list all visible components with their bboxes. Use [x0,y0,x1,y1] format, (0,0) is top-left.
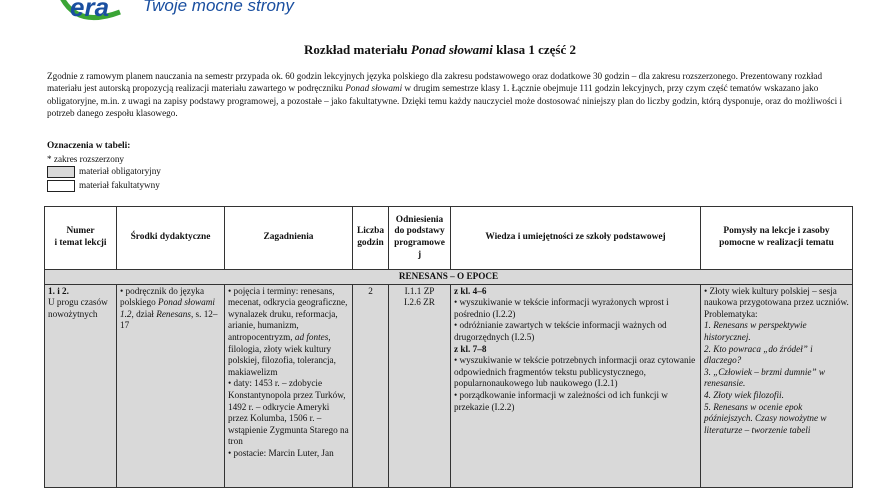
cell-means: • podręcznik do języka polskiego Ponad słowami 1.2, dział Renesans, s. 12–17 [117,284,225,487]
legend-label-obligatory: materiał obligatoryjny [79,166,161,176]
legend-extended-note: * zakres rozszerzony [47,154,125,164]
cell-number-topic: 1. i 2. U progu czasów nowożytnych [45,284,117,487]
brand-logo: era [70,0,110,22]
header-number: Numer i temat lekcji [45,207,117,270]
cell-ideas: • Złoty wiek kultury polskiej – sesja naukowa przygotowana przez uczniów. Problematyka: 1. Renesans w perspektywie historycznej. 2. Kto powraca „do źródeł” i dlaczego? 3. „Człowiek – brzmi dumnie” w renesansie. 4. Złoty wiek filozofii. 5. Renesans w ocenie epok późniejszych. Czasy nowożytne w literaturze – tworzenie tabeli [701,284,853,487]
section-row [45,270,853,285]
cell-knowledge: z kl. 4–6 • wyszukiwanie w tekście informacji wyrażonych wprost i pośrednio (I.2.2) • odróżnianie zawartych w tekście informacji ważnych od drugorzędnych (I.2.5) z kl. 7–8 • wyszukiwanie w tekście potrzebnych informacji oraz cytowanie odpowiednich fragmentów tekstu publicystycznego, popularnonaukowego lub naukowego (I.2.1) • porządkowanie informacji w zależności od ich funkcji w przekazie (I.2.2) [451,284,701,487]
legend-heading: Oznaczenia w tabeli: [47,141,131,151]
cell-reference: I.1.1 ZP I.2.6 ZR [389,284,451,487]
header-knowledge: Wiedza i umiejętności ze szkoły podstawowej [451,207,701,270]
header-ideas: Pomysły na lekcje i zasoby pomocne w realizacji tematu [701,207,853,270]
document-title: Rozkład materiału Ponad słowami klasa 1 część 2 [304,42,576,57]
section-title: RENESANS – O EPOCE [45,270,853,285]
material-table [44,206,853,488]
intro-paragraph: Zgodnie z ramowym planem nauczania na semestr przypada ok. 60 godzin lekcyjnych języka polskiego dla zakresu podstawowego oraz dodatkowe 30 godzin – dla zakresu rozszerzonego. Prezentowany rozkład materiału jest autorską propozycją realizacji materiału zawartego w podręczniku Ponad słowami w drugim semestrze klasy 1. Łącznie obejmuje 111 godzin lekcyjnych, przy czym część tematów wskazano jako obligatoryjne, m.in. z uwagi na zapisy podstawy programowej, a pozostałe – jako fakultatywne. Dzięki temu każdy nauczyciel może dostosować niniejszy plan do liczby godzin, którą dysponuje, oraz do możliwości i potrzeb danego zespołu klasowego. [47,71,843,119]
brand-tagline: Twoje mocne strony [143,0,294,15]
legend-swatch-optional [47,180,75,192]
header-reference: Odniesienia do podstawy programowe j [389,207,451,270]
cell-hours: 2 [353,284,389,487]
cell-issues: • pojęcia i terminy: renesans, mecenat, odkrycia geograficzne, wynalazek druku, reformacja, arianie, humanizm, antropocentryzm, ad fontes, filologia, złoty wiek kultury polskiej, filozofia, tolerancja, makiawelizm • daty: 1453 r. – zdobycie Konstantynopola przez Turków, 1492 r. – odkrycie Ameryki przez Kolumba, 1506 r. – wstąpienie Zygmunta Starego na tron • postacie: Marcin Luter, Jan [225,284,353,487]
legend-swatch-obligatory [47,166,75,178]
header-issues: Zagadnienia [225,207,353,270]
header-hours: Liczba godzin [353,207,389,270]
table-row [45,284,853,487]
legend-label-optional: materiał fakultatywny [79,180,160,190]
header-means: Środki dydaktyczne [117,207,225,270]
table-header-row [45,207,853,270]
